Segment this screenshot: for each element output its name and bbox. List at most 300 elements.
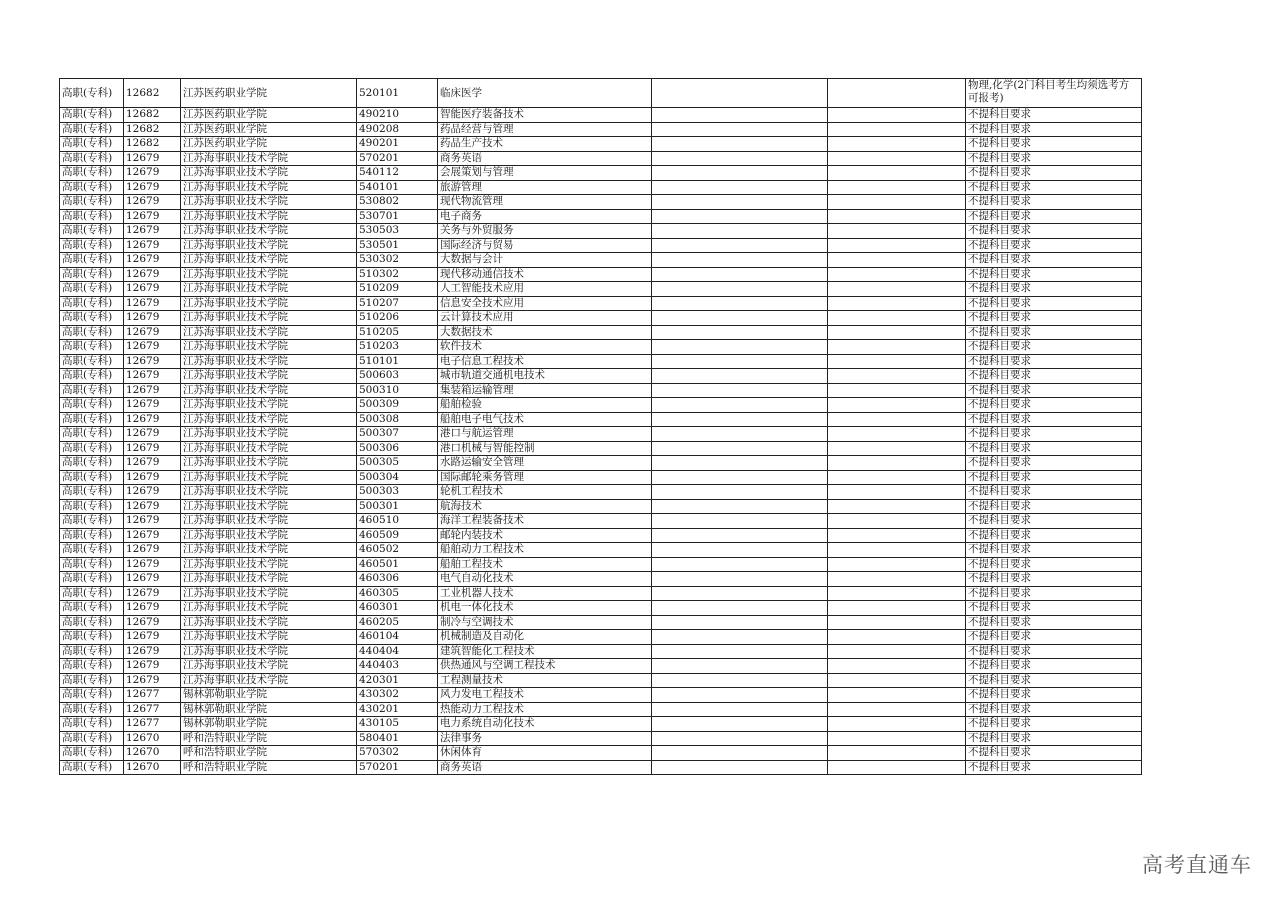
blank-cell-b xyxy=(828,572,966,587)
school-code-cell: 12679 xyxy=(124,673,181,688)
table-row xyxy=(60,325,1142,340)
table-row xyxy=(60,731,1142,746)
school-name-cell: 江苏海事职业技术学院 xyxy=(181,557,357,572)
level-cell: 高职(专科) xyxy=(60,514,124,529)
major-name-cell: 轮机工程技术 xyxy=(438,485,652,500)
table-row xyxy=(60,398,1142,413)
school-code-cell: 12682 xyxy=(124,122,181,137)
level-cell: 高职(专科) xyxy=(60,340,124,355)
school-name-cell: 江苏海事职业技术学院 xyxy=(181,499,357,514)
blank-cell-b xyxy=(828,731,966,746)
table-row xyxy=(60,615,1142,630)
major-code-cell: 460205 xyxy=(357,615,438,630)
subject-requirement-cell: 不提科目要求 xyxy=(966,383,1142,398)
blank-cell-a xyxy=(652,630,828,645)
major-code-cell: 510207 xyxy=(357,296,438,311)
major-code-cell: 430302 xyxy=(357,688,438,703)
school-code-cell: 12679 xyxy=(124,282,181,297)
school-name-cell: 江苏海事职业技术学院 xyxy=(181,224,357,239)
major-code-cell: 460301 xyxy=(357,601,438,616)
school-name-cell: 江苏海事职业技术学院 xyxy=(181,427,357,442)
level-cell: 高职(专科) xyxy=(60,209,124,224)
school-code-cell: 12682 xyxy=(124,108,181,123)
major-name-cell: 电气自动化技术 xyxy=(438,572,652,587)
school-name-cell: 江苏海事职业技术学院 xyxy=(181,601,357,616)
major-code-cell: 570302 xyxy=(357,746,438,761)
blank-cell-a xyxy=(652,528,828,543)
blank-cell-b xyxy=(828,441,966,456)
table-row xyxy=(60,137,1142,152)
subject-requirement-cell: 不提科目要求 xyxy=(966,412,1142,427)
school-name-cell: 呼和浩特职业学院 xyxy=(181,746,357,761)
blank-cell-b xyxy=(828,485,966,500)
major-name-cell: 现代物流管理 xyxy=(438,195,652,210)
subject-requirement-cell: 不提科目要求 xyxy=(966,296,1142,311)
school-code-cell: 12679 xyxy=(124,572,181,587)
subject-requirement-cell: 不提科目要求 xyxy=(966,702,1142,717)
major-name-cell: 人工智能技术应用 xyxy=(438,282,652,297)
level-cell: 高职(专科) xyxy=(60,543,124,558)
school-name-cell: 江苏医药职业学院 xyxy=(181,79,357,108)
level-cell: 高职(专科) xyxy=(60,166,124,181)
major-name-cell: 药品生产技术 xyxy=(438,137,652,152)
blank-cell-b xyxy=(828,296,966,311)
school-code-cell: 12679 xyxy=(124,659,181,674)
major-code-cell: 460306 xyxy=(357,572,438,587)
blank-cell-b xyxy=(828,514,966,529)
subject-requirement-cell: 不提科目要求 xyxy=(966,688,1142,703)
school-code-cell: 12679 xyxy=(124,412,181,427)
major-name-cell: 法律事务 xyxy=(438,731,652,746)
table-row xyxy=(60,267,1142,282)
major-code-cell: 440403 xyxy=(357,659,438,674)
table-row xyxy=(60,528,1142,543)
school-code-cell: 12679 xyxy=(124,354,181,369)
major-code-cell: 500305 xyxy=(357,456,438,471)
school-code-cell: 12679 xyxy=(124,267,181,282)
school-name-cell: 江苏海事职业技术学院 xyxy=(181,267,357,282)
subject-requirement-cell: 不提科目要求 xyxy=(966,456,1142,471)
blank-cell-b xyxy=(828,325,966,340)
level-cell: 高职(专科) xyxy=(60,630,124,645)
school-name-cell: 锡林郭勒职业学院 xyxy=(181,702,357,717)
subject-requirement-cell: 不提科目要求 xyxy=(966,557,1142,572)
school-code-cell: 12670 xyxy=(124,731,181,746)
level-cell: 高职(专科) xyxy=(60,615,124,630)
major-name-cell: 船舶工程技术 xyxy=(438,557,652,572)
blank-cell-a xyxy=(652,354,828,369)
school-name-cell: 江苏海事职业技术学院 xyxy=(181,354,357,369)
subject-requirement-cell: 物理,化学(2门科目考生均须选考方可报考) xyxy=(966,79,1142,108)
major-code-cell: 540101 xyxy=(357,180,438,195)
level-cell: 高职(专科) xyxy=(60,673,124,688)
school-code-cell: 12679 xyxy=(124,456,181,471)
major-code-cell: 510302 xyxy=(357,267,438,282)
blank-cell-a xyxy=(652,586,828,601)
subject-requirement-cell: 不提科目要求 xyxy=(966,673,1142,688)
major-code-cell: 530701 xyxy=(357,209,438,224)
blank-cell-b xyxy=(828,137,966,152)
subject-requirement-cell: 不提科目要求 xyxy=(966,441,1142,456)
school-name-cell: 江苏海事职业技术学院 xyxy=(181,485,357,500)
school-name-cell: 锡林郭勒职业学院 xyxy=(181,688,357,703)
major-code-cell: 530501 xyxy=(357,238,438,253)
major-name-cell: 港口与航运管理 xyxy=(438,427,652,442)
table-row xyxy=(60,586,1142,601)
subject-requirement-cell: 不提科目要求 xyxy=(966,731,1142,746)
school-code-cell: 12679 xyxy=(124,325,181,340)
blank-cell-b xyxy=(828,543,966,558)
table-row xyxy=(60,296,1142,311)
major-code-cell: 510203 xyxy=(357,340,438,355)
major-name-cell: 制冷与空调技术 xyxy=(438,615,652,630)
school-code-cell: 12679 xyxy=(124,543,181,558)
major-name-cell: 国际经济与贸易 xyxy=(438,238,652,253)
blank-cell-b xyxy=(828,79,966,108)
table-row xyxy=(60,427,1142,442)
school-name-cell: 江苏医药职业学院 xyxy=(181,108,357,123)
table-row xyxy=(60,282,1142,297)
blank-cell-a xyxy=(652,209,828,224)
school-code-cell: 12679 xyxy=(124,441,181,456)
school-code-cell: 12679 xyxy=(124,296,181,311)
blank-cell-a xyxy=(652,412,828,427)
blank-cell-a xyxy=(652,659,828,674)
major-name-cell: 旅游管理 xyxy=(438,180,652,195)
level-cell: 高职(专科) xyxy=(60,311,124,326)
school-name-cell: 江苏海事职业技术学院 xyxy=(181,615,357,630)
major-name-cell: 智能医疗装备技术 xyxy=(438,108,652,123)
subject-requirement-cell: 不提科目要求 xyxy=(966,615,1142,630)
major-name-cell: 水路运输安全管理 xyxy=(438,456,652,471)
subject-requirement-cell: 不提科目要求 xyxy=(966,644,1142,659)
blank-cell-a xyxy=(652,543,828,558)
blank-cell-a xyxy=(652,731,828,746)
school-code-cell: 12679 xyxy=(124,644,181,659)
level-cell: 高职(专科) xyxy=(60,108,124,123)
major-code-cell: 460509 xyxy=(357,528,438,543)
school-code-cell: 12679 xyxy=(124,238,181,253)
blank-cell-b xyxy=(828,586,966,601)
subject-requirement-cell: 不提科目要求 xyxy=(966,601,1142,616)
table-row xyxy=(60,441,1142,456)
blank-cell-b xyxy=(828,499,966,514)
major-code-cell: 510206 xyxy=(357,311,438,326)
table-row xyxy=(60,166,1142,181)
major-name-cell: 工业机器人技术 xyxy=(438,586,652,601)
blank-cell-b xyxy=(828,673,966,688)
blank-cell-b xyxy=(828,398,966,413)
major-name-cell: 商务英语 xyxy=(438,151,652,166)
school-name-cell: 江苏海事职业技术学院 xyxy=(181,398,357,413)
blank-cell-b xyxy=(828,209,966,224)
school-name-cell: 江苏海事职业技术学院 xyxy=(181,673,357,688)
subject-requirement-cell: 不提科目要求 xyxy=(966,137,1142,152)
school-code-cell: 12679 xyxy=(124,615,181,630)
table-row xyxy=(60,557,1142,572)
blank-cell-a xyxy=(652,180,828,195)
table-row xyxy=(60,644,1142,659)
blank-cell-a xyxy=(652,470,828,485)
blank-cell-a xyxy=(652,195,828,210)
school-code-cell: 12682 xyxy=(124,137,181,152)
subject-requirement-cell: 不提科目要求 xyxy=(966,659,1142,674)
school-name-cell: 江苏海事职业技术学院 xyxy=(181,369,357,384)
table-row xyxy=(60,543,1142,558)
table-row xyxy=(60,514,1142,529)
major-name-cell: 临床医学 xyxy=(438,79,652,108)
major-code-cell: 490201 xyxy=(357,137,438,152)
blank-cell-b xyxy=(828,340,966,355)
blank-cell-a xyxy=(652,224,828,239)
table-row xyxy=(60,702,1142,717)
blank-cell-b xyxy=(828,470,966,485)
school-name-cell: 江苏海事职业技术学院 xyxy=(181,253,357,268)
subject-requirement-cell: 不提科目要求 xyxy=(966,398,1142,413)
school-name-cell: 江苏医药职业学院 xyxy=(181,137,357,152)
school-name-cell: 江苏海事职业技术学院 xyxy=(181,456,357,471)
school-code-cell: 12677 xyxy=(124,702,181,717)
major-name-cell: 船舶电子电气技术 xyxy=(438,412,652,427)
major-name-cell: 会展策划与管理 xyxy=(438,166,652,181)
blank-cell-a xyxy=(652,296,828,311)
major-code-cell: 520101 xyxy=(357,79,438,108)
level-cell: 高职(专科) xyxy=(60,427,124,442)
level-cell: 高职(专科) xyxy=(60,601,124,616)
blank-cell-a xyxy=(652,79,828,108)
major-name-cell: 云计算技术应用 xyxy=(438,311,652,326)
major-code-cell: 500306 xyxy=(357,441,438,456)
school-name-cell: 江苏海事职业技术学院 xyxy=(181,311,357,326)
major-name-cell: 大数据与会计 xyxy=(438,253,652,268)
blank-cell-b xyxy=(828,282,966,297)
subject-requirement-cell: 不提科目要求 xyxy=(966,311,1142,326)
major-name-cell: 大数据技术 xyxy=(438,325,652,340)
subject-requirement-cell: 不提科目要求 xyxy=(966,122,1142,137)
blank-cell-a xyxy=(652,760,828,775)
blank-cell-b xyxy=(828,760,966,775)
table-row xyxy=(60,688,1142,703)
major-code-cell: 430105 xyxy=(357,717,438,732)
blank-cell-b xyxy=(828,383,966,398)
level-cell: 高职(专科) xyxy=(60,122,124,137)
major-name-cell: 现代移动通信技术 xyxy=(438,267,652,282)
major-name-cell: 供热通风与空调工程技术 xyxy=(438,659,652,674)
level-cell: 高职(专科) xyxy=(60,702,124,717)
blank-cell-a xyxy=(652,369,828,384)
subject-requirement-cell: 不提科目要求 xyxy=(966,282,1142,297)
table-row xyxy=(60,717,1142,732)
major-name-cell: 软件技术 xyxy=(438,340,652,355)
school-name-cell: 江苏海事职业技术学院 xyxy=(181,340,357,355)
level-cell: 高职(专科) xyxy=(60,267,124,282)
table-row xyxy=(60,673,1142,688)
blank-cell-a xyxy=(652,572,828,587)
school-name-cell: 江苏海事职业技术学院 xyxy=(181,296,357,311)
blank-cell-b xyxy=(828,166,966,181)
major-name-cell: 信息安全技术应用 xyxy=(438,296,652,311)
school-code-cell: 12679 xyxy=(124,528,181,543)
school-name-cell: 江苏海事职业技术学院 xyxy=(181,282,357,297)
subject-requirement-cell: 不提科目要求 xyxy=(966,369,1142,384)
blank-cell-a xyxy=(652,166,828,181)
table-row xyxy=(60,369,1142,384)
level-cell: 高职(专科) xyxy=(60,717,124,732)
table-row xyxy=(60,630,1142,645)
school-name-cell: 江苏海事职业技术学院 xyxy=(181,383,357,398)
table-row xyxy=(60,253,1142,268)
major-code-cell: 460510 xyxy=(357,514,438,529)
level-cell: 高职(专科) xyxy=(60,151,124,166)
subject-requirement-cell: 不提科目要求 xyxy=(966,238,1142,253)
school-name-cell: 江苏海事职业技术学院 xyxy=(181,180,357,195)
major-name-cell: 机电一体化技术 xyxy=(438,601,652,616)
major-name-cell: 港口机械与智能控制 xyxy=(438,441,652,456)
blank-cell-a xyxy=(652,108,828,123)
level-cell: 高职(专科) xyxy=(60,180,124,195)
major-name-cell: 国际邮轮乘务管理 xyxy=(438,470,652,485)
school-code-cell: 12679 xyxy=(124,470,181,485)
school-code-cell: 12679 xyxy=(124,369,181,384)
subject-requirement-cell: 不提科目要求 xyxy=(966,325,1142,340)
blank-cell-a xyxy=(652,441,828,456)
table-row xyxy=(60,470,1142,485)
subject-requirement-cell: 不提科目要求 xyxy=(966,470,1142,485)
blank-cell-a xyxy=(652,644,828,659)
school-code-cell: 12679 xyxy=(124,485,181,500)
blank-cell-b xyxy=(828,630,966,645)
subject-requirement-cell: 不提科目要求 xyxy=(966,180,1142,195)
blank-cell-b xyxy=(828,238,966,253)
level-cell: 高职(专科) xyxy=(60,412,124,427)
blank-cell-b xyxy=(828,122,966,137)
major-code-cell: 530802 xyxy=(357,195,438,210)
school-name-cell: 江苏海事职业技术学院 xyxy=(181,630,357,645)
school-code-cell: 12670 xyxy=(124,760,181,775)
major-name-cell: 热能动力工程技术 xyxy=(438,702,652,717)
blank-cell-a xyxy=(652,746,828,761)
school-code-cell: 12679 xyxy=(124,557,181,572)
table-row xyxy=(60,354,1142,369)
school-name-cell: 呼和浩特职业学院 xyxy=(181,760,357,775)
level-cell: 高职(专科) xyxy=(60,354,124,369)
major-name-cell: 电子商务 xyxy=(438,209,652,224)
blank-cell-a xyxy=(652,702,828,717)
subject-requirement-cell: 不提科目要求 xyxy=(966,195,1142,210)
blank-cell-a xyxy=(652,311,828,326)
subject-requirement-cell: 不提科目要求 xyxy=(966,543,1142,558)
table-row xyxy=(60,572,1142,587)
table-row xyxy=(60,746,1142,761)
school-code-cell: 12677 xyxy=(124,717,181,732)
blank-cell-b xyxy=(828,528,966,543)
blank-cell-b xyxy=(828,644,966,659)
major-code-cell: 430201 xyxy=(357,702,438,717)
level-cell: 高职(专科) xyxy=(60,398,124,413)
major-code-cell: 510101 xyxy=(357,354,438,369)
table-row xyxy=(60,224,1142,239)
watermark-brand: 高考直通车 xyxy=(1142,853,1252,877)
table-row xyxy=(60,499,1142,514)
level-cell: 高职(专科) xyxy=(60,253,124,268)
major-code-cell: 420301 xyxy=(357,673,438,688)
subject-requirement-cell: 不提科目要求 xyxy=(966,354,1142,369)
table-row xyxy=(60,311,1142,326)
table-row xyxy=(60,340,1142,355)
blank-cell-b xyxy=(828,746,966,761)
level-cell: 高职(专科) xyxy=(60,79,124,108)
major-name-cell: 建筑智能化工程技术 xyxy=(438,644,652,659)
major-code-cell: 460501 xyxy=(357,557,438,572)
school-code-cell: 12679 xyxy=(124,383,181,398)
subject-requirement-cell: 不提科目要求 xyxy=(966,340,1142,355)
school-name-cell: 江苏海事职业技术学院 xyxy=(181,572,357,587)
major-code-cell: 540112 xyxy=(357,166,438,181)
level-cell: 高职(专科) xyxy=(60,528,124,543)
table-row xyxy=(60,151,1142,166)
school-name-cell: 江苏海事职业技术学院 xyxy=(181,151,357,166)
subject-requirement-cell: 不提科目要求 xyxy=(966,717,1142,732)
school-name-cell: 江苏海事职业技术学院 xyxy=(181,586,357,601)
major-code-cell: 500304 xyxy=(357,470,438,485)
major-code-cell: 490210 xyxy=(357,108,438,123)
table-row xyxy=(60,760,1142,775)
school-code-cell: 12679 xyxy=(124,340,181,355)
subject-requirement-cell: 不提科目要求 xyxy=(966,586,1142,601)
level-cell: 高职(专科) xyxy=(60,238,124,253)
major-name-cell: 船舶检验 xyxy=(438,398,652,413)
major-name-cell: 机械制造及自动化 xyxy=(438,630,652,645)
blank-cell-b xyxy=(828,412,966,427)
major-code-cell: 500303 xyxy=(357,485,438,500)
major-code-cell: 510209 xyxy=(357,282,438,297)
blank-cell-b xyxy=(828,253,966,268)
school-name-cell: 江苏海事职业技术学院 xyxy=(181,166,357,181)
blank-cell-b xyxy=(828,369,966,384)
school-code-cell: 12679 xyxy=(124,151,181,166)
blank-cell-a xyxy=(652,673,828,688)
school-name-cell: 江苏海事职业技术学院 xyxy=(181,514,357,529)
major-code-cell: 580401 xyxy=(357,731,438,746)
table-row xyxy=(60,195,1142,210)
blank-cell-a xyxy=(652,601,828,616)
school-code-cell: 12679 xyxy=(124,195,181,210)
blank-cell-a xyxy=(652,238,828,253)
major-code-cell: 460104 xyxy=(357,630,438,645)
school-code-cell: 12679 xyxy=(124,586,181,601)
blank-cell-b xyxy=(828,108,966,123)
subject-requirement-cell: 不提科目要求 xyxy=(966,267,1142,282)
level-cell: 高职(专科) xyxy=(60,383,124,398)
major-name-cell: 电子信息工程技术 xyxy=(438,354,652,369)
level-cell: 高职(专科) xyxy=(60,731,124,746)
level-cell: 高职(专科) xyxy=(60,137,124,152)
blank-cell-a xyxy=(652,456,828,471)
subject-requirement-cell: 不提科目要求 xyxy=(966,499,1142,514)
blank-cell-b xyxy=(828,354,966,369)
level-cell: 高职(专科) xyxy=(60,760,124,775)
blank-cell-b xyxy=(828,702,966,717)
major-name-cell: 药品经营与管理 xyxy=(438,122,652,137)
school-name-cell: 呼和浩特职业学院 xyxy=(181,731,357,746)
subject-requirement-cell: 不提科目要求 xyxy=(966,427,1142,442)
school-code-cell: 12679 xyxy=(124,601,181,616)
major-name-cell: 航海技术 xyxy=(438,499,652,514)
level-cell: 高职(专科) xyxy=(60,586,124,601)
subject-requirement-cell: 不提科目要求 xyxy=(966,209,1142,224)
subject-requirement-cell: 不提科目要求 xyxy=(966,572,1142,587)
level-cell: 高职(专科) xyxy=(60,456,124,471)
